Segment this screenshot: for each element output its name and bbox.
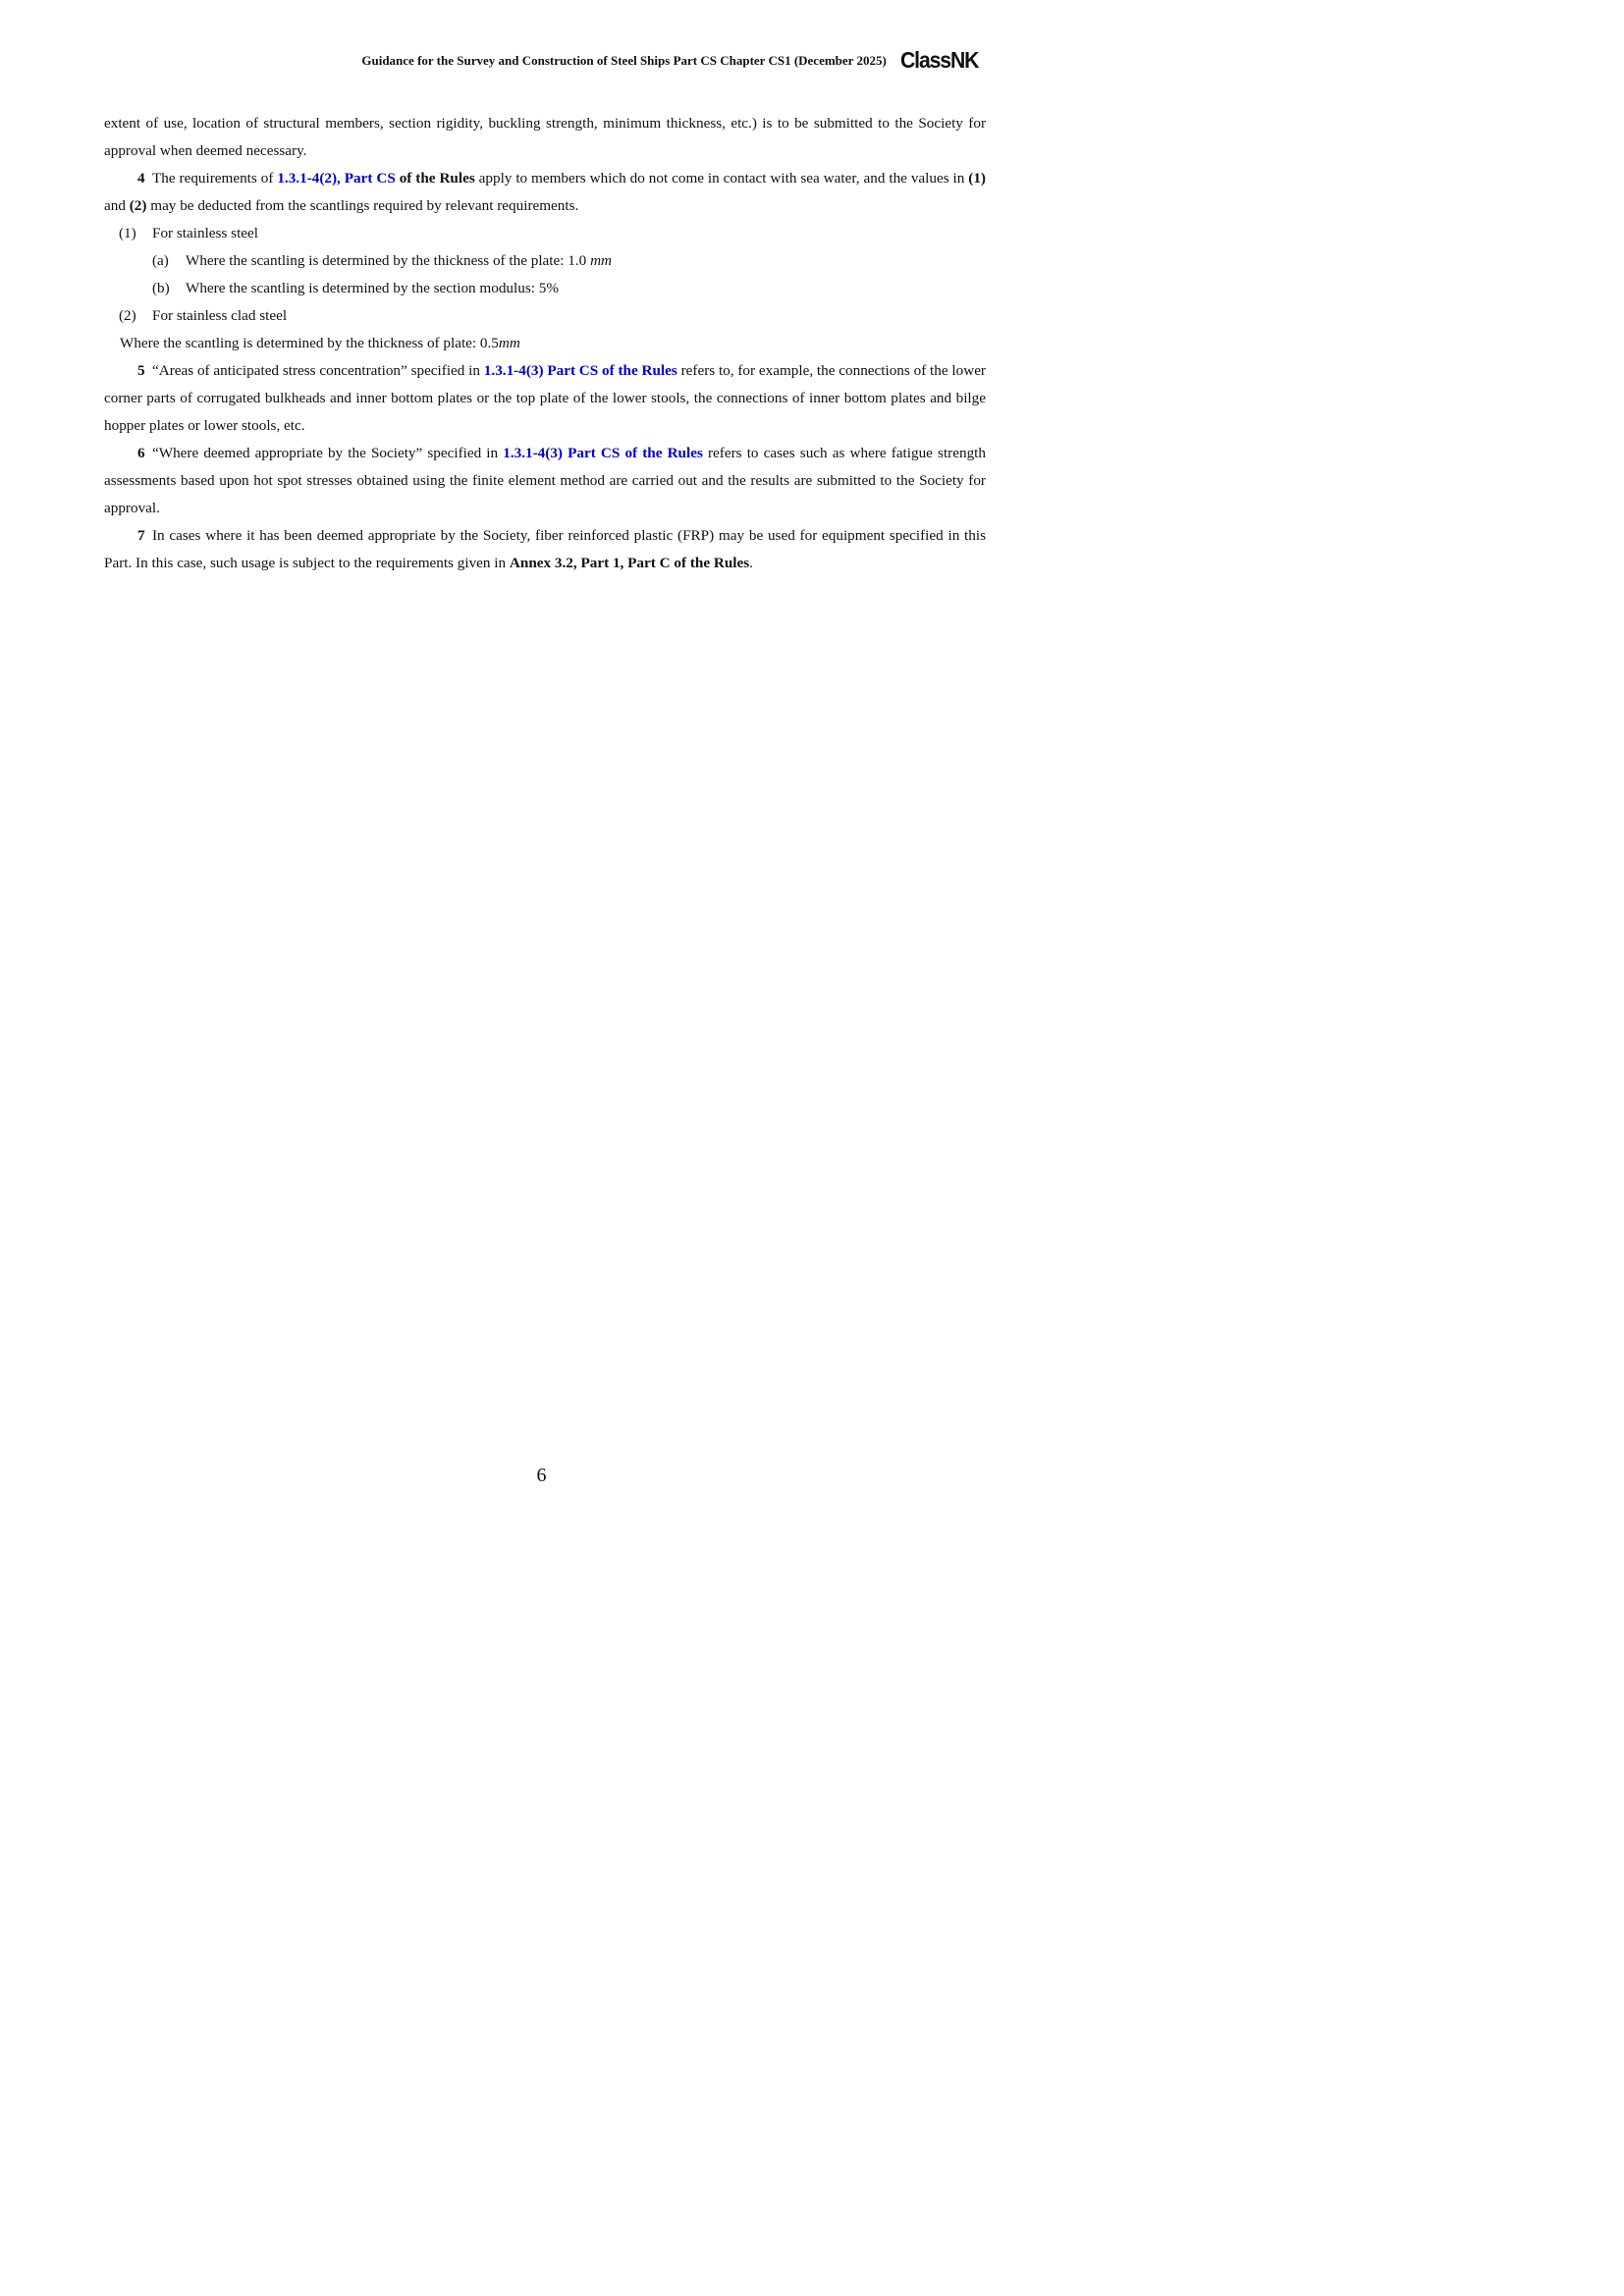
document-page: [0, 0, 1083, 1531]
list-text: [186, 247, 612, 275]
paragraph-continuation: extent of use, location of structural members, section rigidity, buckling strength, minimum thickness, etc.) is to be submitted to the Society for approval when deemed necessary.: [104, 115, 986, 159]
sub-item-b: [152, 275, 986, 302]
paragraph-text: .: [749, 555, 753, 571]
list-label: (1): [119, 225, 136, 241]
list-text: For stainless clad steel: [152, 307, 288, 324]
list-item-2-detail: [120, 330, 986, 357]
list-text-main: Where the scantling is determined by the thickness of the plate: 1.0: [186, 252, 591, 269]
paragraph-5: [104, 357, 986, 440]
paragraph-6: [104, 440, 986, 522]
paragraph-number: 4: [137, 170, 145, 187]
paragraph-text: and: [104, 197, 130, 214]
bold-text: (1): [968, 170, 986, 187]
unit-text: mm: [498, 335, 520, 351]
bold-text: Annex 3.2, Part 1, Part C of the Rules: [509, 555, 750, 571]
unit-text: mm: [590, 252, 612, 269]
paragraph-number: 6: [137, 445, 145, 461]
page-number: 6: [536, 1465, 547, 1486]
paragraph-4: [104, 165, 986, 220]
list-label: (b): [152, 280, 170, 296]
paragraph-text: The requirements of: [152, 170, 278, 187]
paragraph-text: refers to cases such as where fatigue strength assessments based upon hot spot stresses obtained using the finite element method are carried out and the results are submitted to the Society for approval.: [104, 445, 986, 516]
rule-reference-link[interactable]: 1.3.1-4(2), Part CS: [277, 170, 396, 187]
paragraph-7: [104, 522, 986, 577]
list-text: Where the scantling is determined by the section modulus: 5%: [186, 280, 560, 296]
paragraph-number: 7: [137, 527, 145, 544]
classnk-logo: ClassNK: [899, 47, 979, 73]
paragraph-text: “Where deemed appropriate by the Society” specified in: [152, 445, 504, 461]
document-body: [104, 110, 986, 577]
list-item-1: [119, 220, 986, 247]
detail-text: Where the scantling is determined by the thickness of plate: 0.5: [120, 335, 499, 351]
bold-text: (2): [129, 197, 147, 214]
paragraph-text: refers to, for example, the connections of the lower corner parts of corrugated bulkheads and inner bottom plates or the top plate of the lower stools, the connections of inner bottom plates and bilge hopper plates or lower stools, etc.: [104, 362, 986, 434]
paragraph-text: In cases where it has been deemed appropriate by the Society, fiber reinforced plastic (FRP) may be used for equipment specified in this Part. In this case, such usage is subject to the requirements given in: [104, 527, 986, 571]
list-text: For stainless steel: [152, 225, 258, 241]
list-item-2: [119, 302, 986, 330]
list-label: (a): [152, 252, 169, 269]
page-header: [361, 49, 985, 72]
paragraph-number: 5: [137, 362, 145, 379]
rule-reference-link[interactable]: 1.3.1-4(3) Part CS of the Rules: [483, 362, 677, 379]
bold-text: of the Rules: [395, 170, 475, 187]
sub-item-a: [152, 247, 986, 275]
paragraph-text: apply to members which do not come in contact with sea water, and the values in: [474, 170, 969, 187]
list-label: (2): [119, 307, 136, 324]
paragraph-text: “Areas of anticipated stress concentration” specified in: [152, 362, 484, 379]
rule-reference-link[interactable]: 1.3.1-4(3) Part CS of the Rules: [503, 445, 703, 461]
paragraph-text: may be deducted from the scantlings required by relevant requirements.: [146, 197, 579, 214]
header-title: Guidance for the Survey and Construction of Steel Ships Part CS Chapter CS1 (December 2025): [361, 52, 887, 68]
